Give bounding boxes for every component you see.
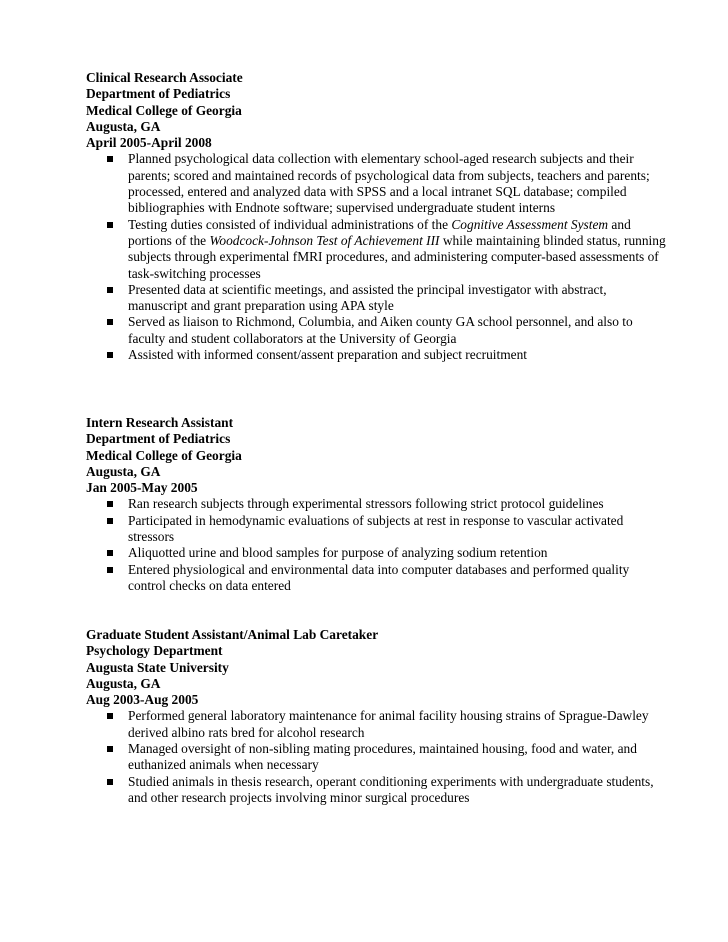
duty-item: Aliquotted urine and blood samples for purpose of analyzing sodium retention: [86, 545, 666, 561]
duty-list: [86, 496, 666, 594]
job-title: Graduate Student Assistant/Animal Lab Caretaker: [86, 627, 379, 642]
job-entry-intern-research-assistant: [86, 415, 666, 594]
duty-item: Performed general laboratory maintenance for animal facility housing strains of Sprague-Dawley derived albino rats bred for alcohol research: [86, 708, 666, 741]
job-department: Psychology Department: [86, 643, 223, 659]
square-bullet-icon: [107, 501, 113, 507]
job-organization: Medical College of Georgia: [86, 102, 242, 118]
duty-item: Planned psychological data collection with elementary school-aged research subjects and their parents; scored and maintained records of psychological data from subjects, teachers and parents; processed, entered and analyzed data with SPSS and a local intranet SQL database; compiled bibliographies with Endnote software; supervised undergraduate student interns: [86, 151, 666, 216]
job-location: Augusta, GA: [86, 675, 161, 691]
duty-item: Participated in hemodynamic evaluations of subjects at rest in response to vascular activated stressors: [86, 513, 666, 546]
duty-item: Served as liaison to Richmond, Columbia, and Aiken county GA school personnel, and also to faculty and student collaborators at the University of Georgia: [86, 314, 666, 347]
test-name: Cognitive Assessment System: [451, 216, 609, 232]
job-dates: April 2005-April 2008: [86, 135, 212, 151]
square-bullet-icon: [107, 222, 113, 228]
square-bullet-icon: [107, 352, 113, 358]
duty-item: Studied animals in thesis research, operant conditioning experiments with undergraduate students, and other research projects involving minor surgical procedures: [86, 774, 666, 807]
square-bullet-icon: [107, 319, 113, 325]
duty-item: Presented data at scientific meetings, and assisted the principal investigator with abstract, manuscript and grant preparation using APA style: [86, 282, 666, 315]
duty-item: Assisted with informed consent/assent preparation and subject recruitment: [86, 347, 666, 363]
duty-item: Ran research subjects through experimental stressors following strict protocol guidelines: [86, 496, 666, 512]
job-organization: Medical College of Georgia: [86, 447, 242, 463]
job-title: Intern Research Assistant: [86, 415, 234, 430]
square-bullet-icon: [107, 550, 113, 556]
job-location: Augusta, GA: [86, 463, 161, 479]
job-department: Department of Pediatrics: [86, 86, 231, 102]
job-organization: Augusta State University: [86, 659, 229, 675]
job-entry-clinical-research-associate: [86, 70, 666, 363]
square-bullet-icon: [107, 567, 113, 573]
square-bullet-icon: [107, 156, 113, 162]
duty-item: Testing duties consisted of individual administrations of the Cognitive Assessment System and portions of the Woodcock-Johnson Test of Achievement III while maintaining blinded status, running subjects through experimental fMRI procedures, and administering computer-based assessments of task-switching processes: [86, 217, 666, 282]
duty-list: [86, 151, 666, 363]
duty-item: Entered physiological and environmental data into computer databases and performed quality control checks on data entered: [86, 562, 666, 595]
job-entry-graduate-student-assistant: [86, 627, 666, 806]
duty-item: Managed oversight of non-sibling mating procedures, maintained housing, food and water, and euthanized animals when necessary: [86, 741, 666, 774]
square-bullet-icon: [107, 518, 113, 524]
job-department: Department of Pediatrics: [86, 431, 231, 447]
job-location: Augusta, GA: [86, 118, 161, 134]
square-bullet-icon: [107, 713, 113, 719]
job-title: Clinical Research Associate: [86, 70, 243, 85]
square-bullet-icon: [107, 287, 113, 293]
square-bullet-icon: [107, 779, 113, 785]
job-dates: Aug 2003-Aug 2005: [86, 692, 199, 708]
test-name: Woodcock-Johnson Test of Achievement III: [209, 232, 440, 248]
duty-list: [86, 708, 666, 806]
square-bullet-icon: [107, 746, 113, 752]
job-dates: Jan 2005-May 2005: [86, 480, 198, 496]
